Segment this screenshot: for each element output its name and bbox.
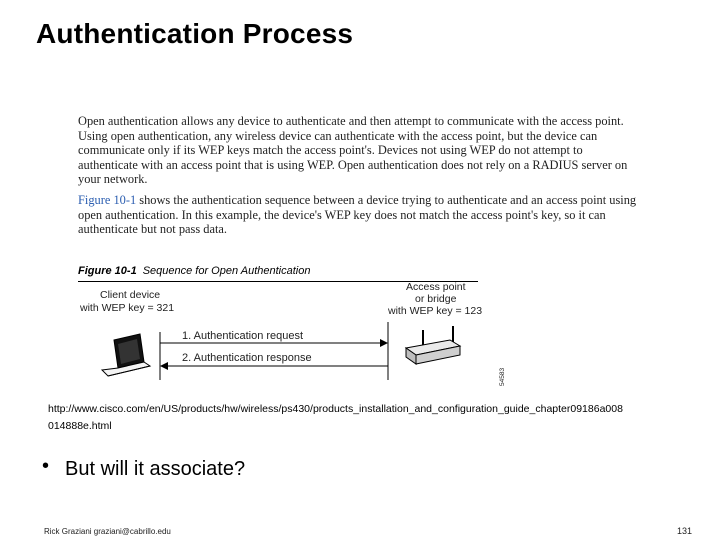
excerpt-paragraph-2 [78,193,638,237]
ap-label-3: with WEP key = 123 [388,305,483,317]
page-number: 131 [676,526,692,536]
access-point-icon [406,326,460,364]
figure-number: Figure 10-1 [78,265,137,277]
footer-author: Rick Graziani graziani@cabrillo.edu [44,527,171,536]
step-2-label: 2. Authentication response [182,352,312,364]
laptop-icon [102,334,150,376]
ap-label-2: or bridge [415,293,457,305]
client-label-2: with WEP key = 321 [80,302,175,314]
client-label-1: Client device [100,289,161,301]
authentication-sequence-diagram [78,282,508,392]
figure-caption-text: Sequence for Open Authentication [142,265,311,277]
slide-title: Authentication Process [36,18,354,49]
excerpt-paragraph-2-text: shows the authentication sequence between a device trying to authenticate and an access point using open authentication. In this example, the device's WEP key does not match the access point's key, so it can authenticate but not pass data. [78,192,637,237]
figure-reference-link[interactable]: Figure 10-1 [78,192,137,207]
bullet-marker: • [42,455,50,477]
source-url[interactable]: http://www.cisco.com/en/US/products/hw/wireless/ps430/products_installation_and_configuration_guide_chapter09186a008014888e.html [48,403,623,432]
document-excerpt [78,114,638,243]
figure-id: 54583 [499,367,506,386]
step-1-label: 1. Authentication request [182,330,304,342]
response-arrowhead [160,362,168,370]
figure-caption [78,265,310,277]
excerpt-paragraph-1: Open authentication allows any device to authenticate and then attempt to communicate with the access point. Using open authentication, any wireless device can authenticate with the access point, but the device can communicate only if its WEP keys match the access point's. Devices not using WEP do not attempt to authenticate with an access point that is using WEP. Open authentication does not rely on a RADIUS server on your network. [78,114,628,187]
bullet-text: But will it associate? [65,458,246,480]
request-arrowhead [380,339,388,347]
ap-label-1: Access point [406,282,466,293]
